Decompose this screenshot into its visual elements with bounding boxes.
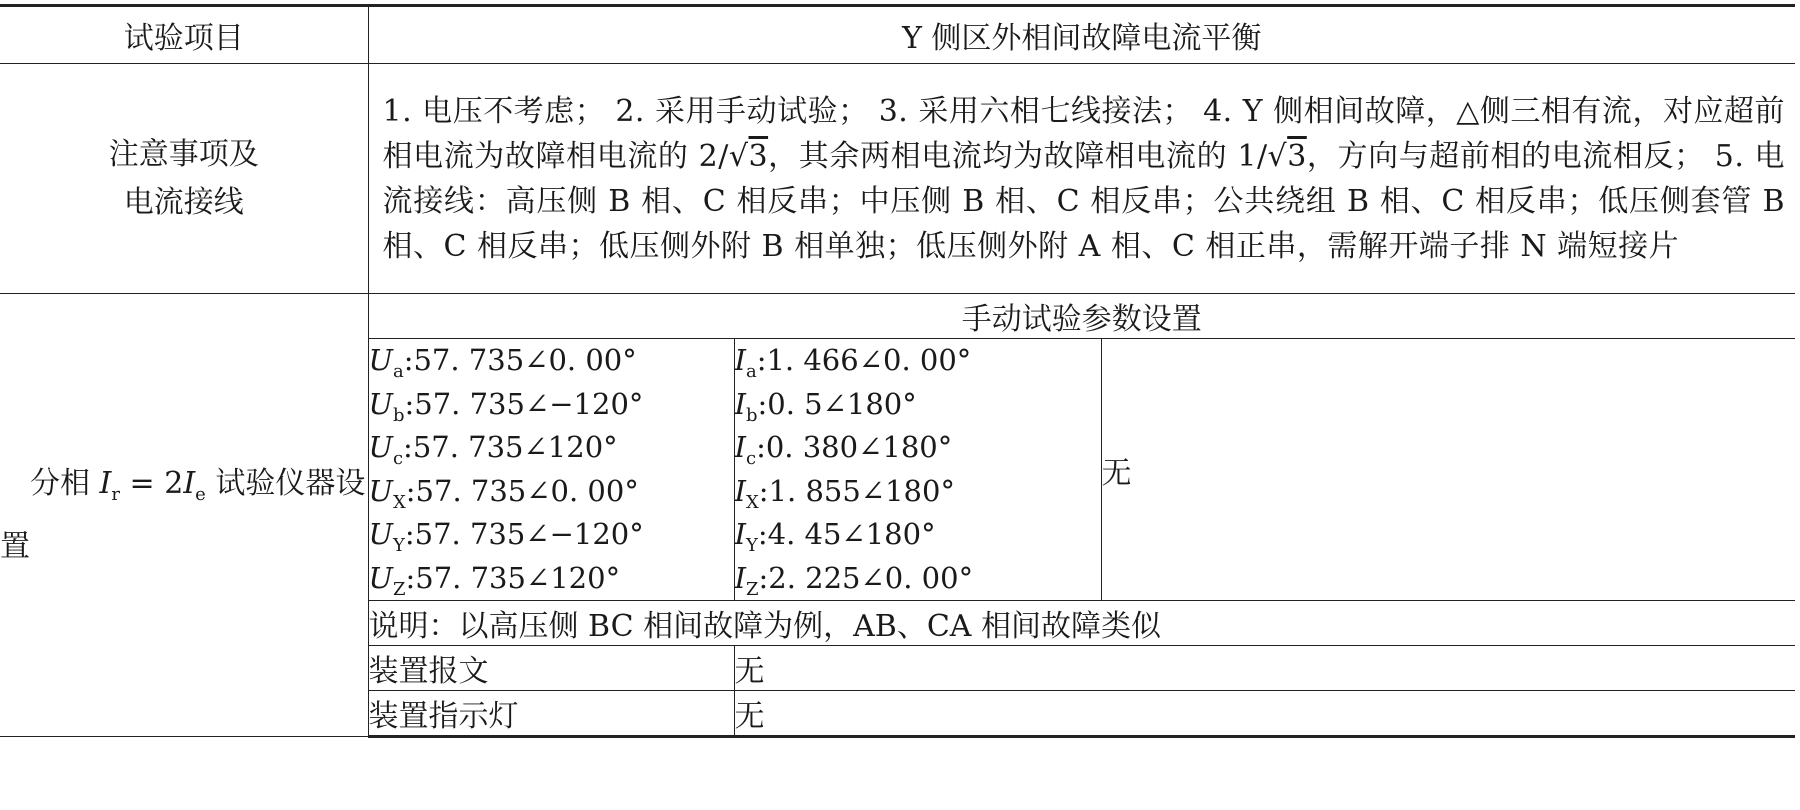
voltage-ux xyxy=(369,470,734,514)
ir-symbol: I xyxy=(99,465,112,501)
voltage-symbol: U xyxy=(368,517,393,551)
current-value: :0. 5∠180° xyxy=(757,386,917,421)
sqrt-three-2: 3 xyxy=(1287,138,1307,174)
fault-note: 说明：以高压侧 BC 相间故障为例，AB、CA 相间故障类似 xyxy=(368,601,1795,646)
current-subscript: b xyxy=(745,404,758,426)
instrument-label-prefix: 分相 xyxy=(30,465,90,501)
instrument-label xyxy=(0,294,368,737)
header-row xyxy=(0,6,1795,64)
current-value: :1. 855∠180° xyxy=(758,473,955,508)
current-ix xyxy=(735,470,1101,514)
notes-row xyxy=(0,64,1795,294)
voltage-ub xyxy=(369,383,734,427)
voltage-symbol: U xyxy=(368,386,393,421)
notes-text-part-b: ，其余两相电流均为故障相电流的 1/√ xyxy=(768,138,1288,174)
voltage-params xyxy=(368,339,734,601)
ir-subscript: r xyxy=(111,483,121,505)
voltage-symbol: U xyxy=(368,430,393,464)
voltage-uc xyxy=(369,426,734,470)
device-indicator-value: 无 xyxy=(734,691,1795,737)
voltage-subscript: X xyxy=(392,491,406,513)
test-table xyxy=(0,4,1795,738)
voltage-symbol: U xyxy=(368,343,393,377)
voltage-subscript: Y xyxy=(392,535,405,556)
notes-text xyxy=(369,83,1796,275)
ie-symbol: I xyxy=(183,465,196,501)
voltage-subscript: Z xyxy=(392,578,406,600)
other-params: 无 xyxy=(1101,339,1795,601)
test-item-label: 试验项目 xyxy=(0,6,368,64)
notes-label xyxy=(0,64,368,294)
current-ia xyxy=(735,339,1101,383)
current-ib xyxy=(735,383,1101,427)
voltage-value: :57. 735∠120° xyxy=(403,430,618,464)
device-message-label: 装置报文 xyxy=(368,646,734,691)
test-item-value: Y 侧区外相间故障电流平衡 xyxy=(368,6,1795,64)
current-iy xyxy=(735,513,1101,557)
instrument-label-suffix: 试验仪器设置 xyxy=(0,465,366,564)
current-symbol: I xyxy=(734,430,746,464)
voltage-uy xyxy=(369,513,734,557)
current-symbol: I xyxy=(734,386,746,421)
voltage-ua xyxy=(369,339,734,383)
current-params xyxy=(734,339,1101,601)
voltage-uz xyxy=(369,557,734,601)
current-subscript: c xyxy=(745,448,757,469)
notes-label-line1: 注意事项及 xyxy=(108,136,259,172)
current-subscript: Y xyxy=(745,535,758,556)
current-symbol: I xyxy=(734,473,746,508)
notes-content xyxy=(368,64,1795,294)
current-ic xyxy=(735,426,1101,470)
equals-two: = 2 xyxy=(120,465,184,501)
current-value: :1. 466∠0. 00° xyxy=(756,343,972,377)
notes-text-part-a: 1. 电压不考虑； 2. 采用手动试验； 3. 采用六相七线接法； 4. Y 侧相间故障，△侧三相有流，对应超前相电流为故障相电流的 2/√ xyxy=(382,93,1786,174)
voltage-subscript: a xyxy=(392,361,404,382)
voltage-subscript: c xyxy=(392,448,404,469)
current-subscript: X xyxy=(745,491,759,513)
current-symbol: I xyxy=(734,343,746,377)
voltage-value: :57. 735∠−120° xyxy=(404,386,644,421)
manual-title-row xyxy=(0,294,1795,339)
current-subscript: a xyxy=(745,361,757,382)
current-symbol: I xyxy=(734,560,746,595)
sqrt-three-1: 3 xyxy=(748,138,769,174)
current-symbol: I xyxy=(734,517,746,551)
voltage-value: :57. 735∠−120° xyxy=(404,517,644,551)
voltage-value: :57. 735∠120° xyxy=(405,560,621,595)
voltage-value: :57. 735∠0. 00° xyxy=(403,343,637,377)
voltage-symbol: U xyxy=(368,473,393,508)
voltage-value: :57. 735∠0. 00° xyxy=(405,473,639,508)
notes-label-line2: 电流接线 xyxy=(123,184,244,220)
voltage-subscript: b xyxy=(392,404,405,426)
current-subscript: Z xyxy=(745,578,759,600)
manual-title: 手动试验参数设置 xyxy=(368,294,1795,339)
voltage-symbol: U xyxy=(368,560,393,595)
current-value: :0. 380∠180° xyxy=(756,430,953,464)
current-value: :4. 45∠180° xyxy=(757,517,936,551)
device-message-value: 无 xyxy=(734,646,1795,691)
current-value: :2. 225∠0. 00° xyxy=(758,560,974,595)
device-indicator-label: 装置指示灯 xyxy=(368,691,734,737)
notes-text-part-c: ，方向与超前相的电流相反； 5. 电流接线：高压侧 B 相、C 相反串；中压侧 B 相、C 相反串；公共绕组 B 相、C 相反串；低压侧套管 B 相、C 相反串；低压侧外附 B 相单独；低压侧外附 A 相、C 相正串，需解开端子排 N 端短接片 xyxy=(382,138,1786,264)
current-iz xyxy=(735,557,1101,601)
ie-subscript: e xyxy=(195,483,206,505)
